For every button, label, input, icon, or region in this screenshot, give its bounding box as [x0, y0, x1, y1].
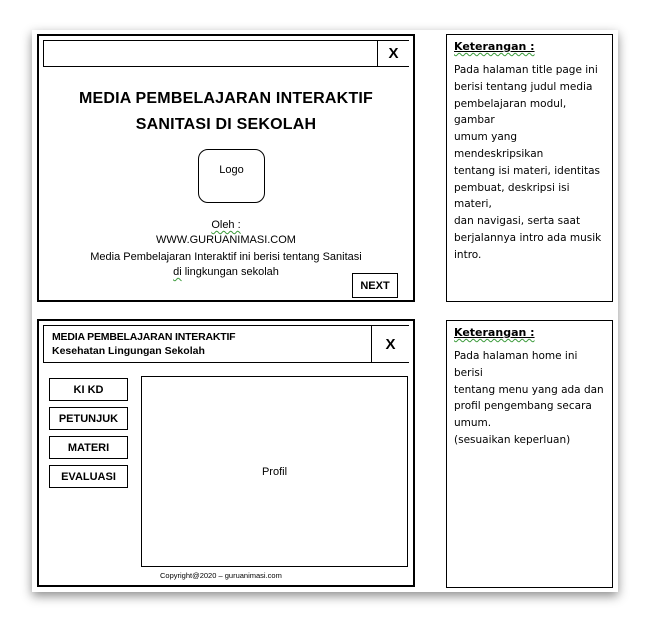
close-button[interactable]: X	[371, 326, 409, 362]
title-page-frame	[37, 34, 415, 302]
content-label: Profil	[261, 465, 288, 478]
menu-button-ki-kd[interactable]: KI KD	[49, 378, 128, 401]
note-text: Pada halaman home ini berisi tentang menu yang ada dan profil pengembang secara umum. (sesuaikan keperluan)	[454, 350, 604, 446]
logo-placeholder	[198, 149, 265, 203]
note-heading: Keterangan :	[454, 40, 535, 53]
description-line-1: Media Pembelajaran Interaktif ini berisi tentang Sanitasi	[90, 251, 362, 263]
close-button[interactable]: X	[377, 41, 409, 66]
header-title: MEDIA PEMBELAJARAN INTERAKTIF	[52, 331, 236, 343]
note-heading: Keterangan :	[454, 326, 535, 339]
note-text: Pada halaman title page ini berisi tentang judul media pembelajaran modul, gambar umum yang mendeskripsikan tentang isi materi, identitas pembuat, deskripsi isi materi, dan navigasi, serta saat berjalannya intro ada musik intro.	[454, 64, 602, 261]
title-page-topbar	[43, 40, 409, 67]
menu-button-petunjuk[interactable]: PETUNJUK	[49, 407, 128, 430]
copyright-text: Copyright@2020 – guruanimasi.com	[160, 571, 282, 580]
note-panel-1	[446, 34, 613, 302]
page-title	[39, 86, 413, 138]
menu-button-materi[interactable]: MATERI	[49, 436, 128, 459]
description-line-2: di lingkungan sekolah	[173, 266, 279, 278]
title-line-1: MEDIA PEMBELAJARAN INTERAKTIF	[78, 90, 374, 107]
content-area	[141, 376, 408, 567]
logo-label: Logo	[219, 164, 244, 176]
by-label: Oleh :	[211, 219, 241, 231]
home-page-frame	[37, 319, 415, 587]
header-subtitle: Kesehatan Lingungan Sekolah	[52, 345, 205, 357]
website-text: WWW.GURUANIMASI.COM	[156, 234, 296, 246]
menu-button-evaluasi[interactable]: EVALUASI	[49, 465, 128, 488]
title-line-2: SANITASI DI SEKOLAH	[135, 116, 317, 133]
home-header	[43, 325, 409, 363]
next-button[interactable]: NEXT	[352, 273, 398, 298]
note-panel-2	[446, 320, 613, 588]
